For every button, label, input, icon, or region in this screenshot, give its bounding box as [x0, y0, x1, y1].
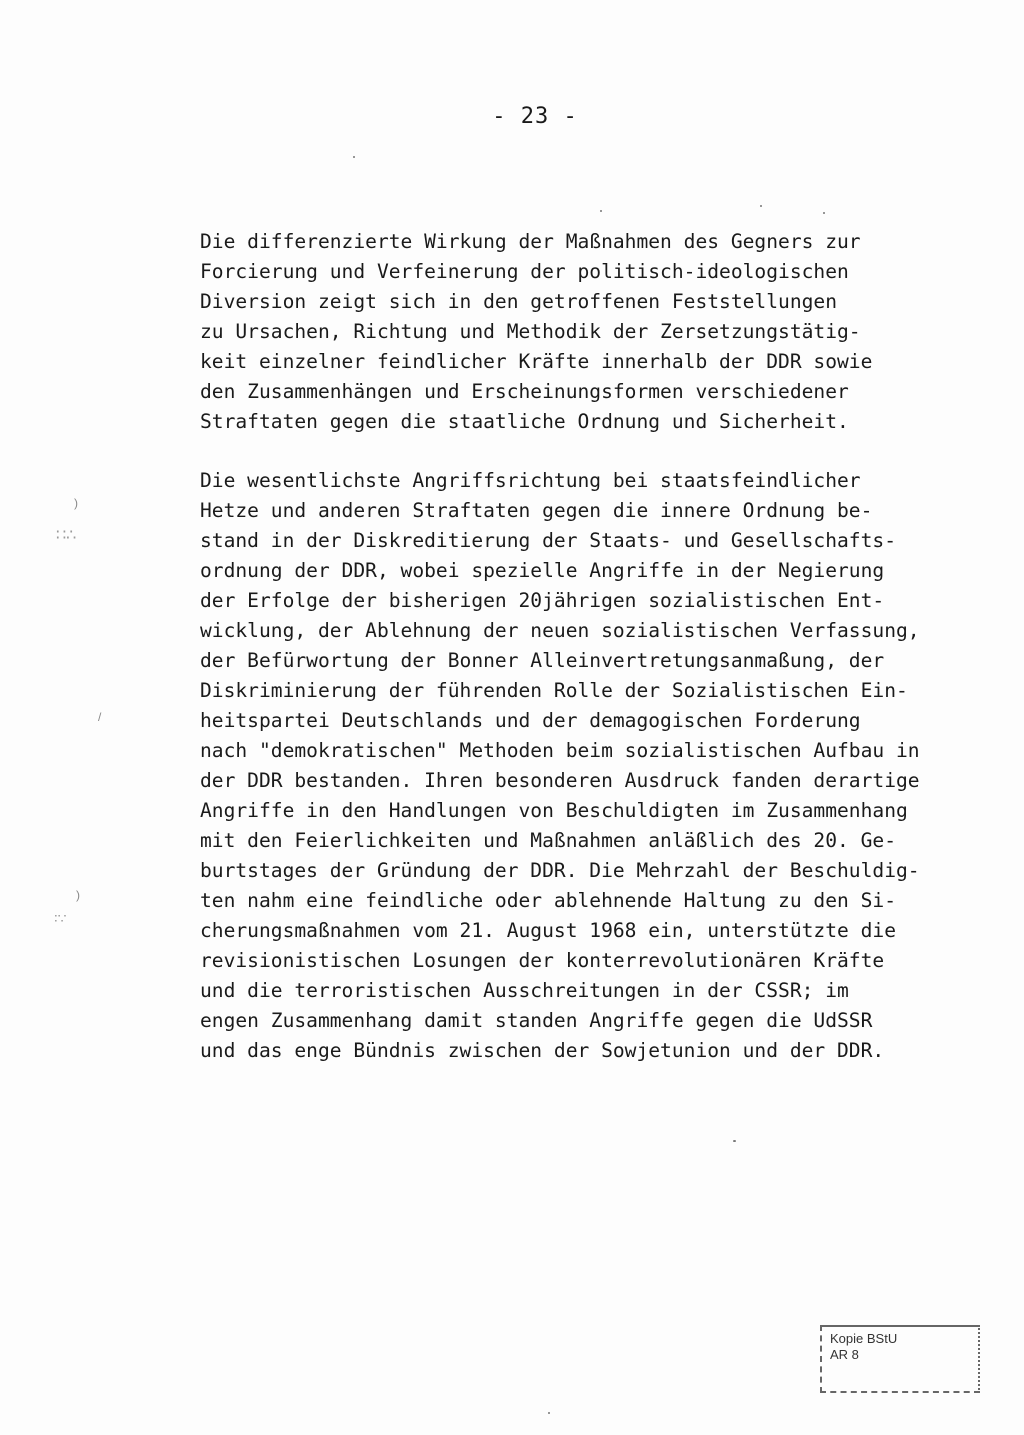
text-line: den Zusammenhängen und Erscheinungsformen verschiedener [200, 380, 849, 403]
scan-mark: ) [76, 888, 80, 902]
page-number: - 23 - [492, 104, 578, 129]
punch-hole-mark: ∶∵ [54, 910, 67, 926]
text-line: und die terroristischen Ausschreitungen in der CSSR; im [200, 979, 849, 1002]
text-line: ordnung der DDR, wobei spezielle Angriffe in der Negierung [200, 559, 885, 582]
text-line: Angriffe in den Handlungen von Beschuldigten im Zusammenhang [200, 799, 908, 822]
text-line: und das enge Bündnis zwischen der Sowjetunion und der DDR. [200, 1039, 885, 1062]
scan-speck [733, 1140, 736, 1142]
text-line: Diskriminierung der führenden Rolle der Sozialistischen Ein- [200, 679, 908, 702]
text-line: Straftaten gegen die staatliche Ordnung und Sicherheit. [200, 410, 849, 433]
scan-mark: / [98, 710, 102, 724]
text-line: Forcierung und Verfeinerung der politisch-ideologischen [200, 260, 849, 283]
scan-speck [548, 1412, 550, 1414]
text-line: heitspartei Deutschlands und der demagogischen Forderung [200, 709, 861, 732]
archive-stamp [820, 1325, 980, 1393]
text-line: der DDR bestanden. Ihren besonderen Ausdruck fanden derartige [200, 769, 920, 792]
text-line: mit den Feierlichkeiten und Maßnahmen anläßlich des 20. Ge- [200, 829, 896, 852]
text-line: der Erfolge der bisherigen 20jährigen sozialistischen Ent- [200, 589, 885, 612]
scan-speck [760, 205, 762, 207]
paragraph-1 [200, 227, 872, 437]
text-line: Diversion zeigt sich in den getroffenen Feststellungen [200, 290, 838, 313]
scan-speck [823, 212, 825, 214]
punch-hole-mark: ∷∴ [56, 527, 77, 544]
text-line: revisionistischen Losungen der konterrevolutionären Kräfte [200, 949, 885, 972]
stamp-line-2: AR 8 [830, 1347, 859, 1362]
text-line: nach "demokratischen" Methoden beim sozialistischen Aufbau in [200, 739, 920, 762]
scan-speck [600, 210, 602, 212]
paragraph-2 [200, 466, 920, 1066]
text-line: cherungsmaßnahmen vom 21. August 1968 ein, unterstützte die [200, 919, 896, 942]
text-line: wicklung, der Ablehnung der neuen sozialistischen Verfassung, [200, 619, 920, 642]
text-line: Hetze und anderen Straftaten gegen die innere Ordnung be- [200, 499, 873, 522]
text-line: zu Ursachen, Richtung und Methodik der Zersetzungstätig- [200, 320, 861, 343]
scan-mark: ) [74, 496, 78, 510]
text-line: Die differenzierte Wirkung der Maßnahmen des Gegners zur [200, 230, 861, 253]
text-line: stand in der Diskreditierung der Staats- und Gesellschafts- [200, 529, 896, 552]
text-line: engen Zusammenhang damit standen Angriffe gegen die UdSSR [200, 1009, 873, 1032]
text-line: ten nahm eine feindliche oder ablehnende Haltung zu den Si- [200, 889, 896, 912]
text-line: der Befürwortung der Bonner Alleinvertretungsanmaßung, der [200, 649, 885, 672]
text-line: burtstages der Gründung der DDR. Die Mehrzahl der Beschuldig- [200, 859, 920, 882]
stamp-line-1: Kopie BStU [830, 1331, 898, 1346]
text-line: keit einzelner feindlicher Kräfte innerhalb der DDR sowie [200, 350, 873, 373]
text-line: Die wesentlichste Angriffsrichtung bei staatsfeindlicher [200, 469, 861, 492]
scan-speck [353, 156, 355, 158]
